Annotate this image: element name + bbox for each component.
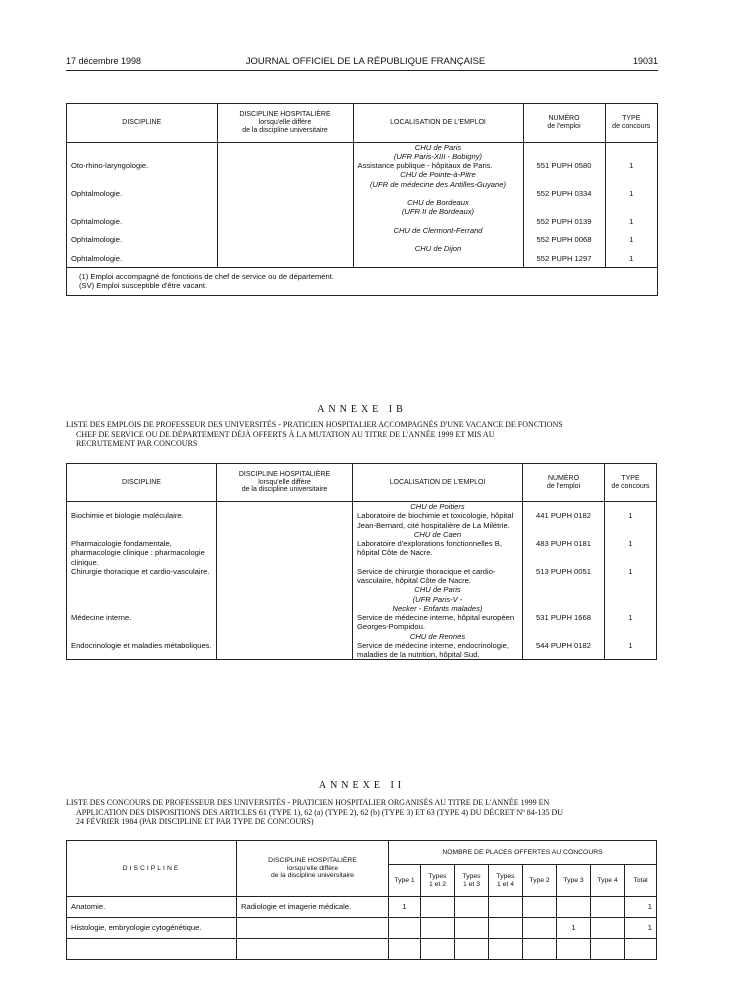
table1-frame [66,103,658,296]
th-type [605,104,657,142]
annexe-ib-title: ANNEXE IB [317,404,407,415]
numero-cell: 552 PUPH 0068 [523,235,605,244]
th-hosp-line1: DISCIPLINE HOSPITALIÈRE [268,857,357,865]
th-hosp-line2: lorsqu'elle diffère [258,478,311,486]
page-number: 19031 [632,56,658,66]
place-name: CHU de Paris [414,585,461,595]
annexe-ib-line1: LISTE DES EMPLOIS DE PROFESSEUR DES UNIVERSITÉS - PRATICIEN HOSPITALIER ACCOMPAGNÉS D'UNE VACANCE DE FONCTIONS [66,420,563,429]
header-rule [66,70,658,71]
type-cell: 1 [605,254,657,267]
table-row [67,918,657,939]
th-types-1-2 [421,865,455,897]
table-row [67,632,657,641]
annexe-ii-subtitle [66,798,658,827]
discipline-cell: Oto-rhino-laryngologie. [67,161,217,170]
footnote-vacant: (SV) Emploi susceptible d'être vacant. [79,281,208,291]
type3-cell [557,897,591,918]
place-ufr: (UFR II de Bordeaux) [401,207,475,217]
type-cell: 1 [605,567,657,586]
table1 [67,104,657,267]
th-hospital-discipline [217,464,353,502]
localisation-cell [353,235,523,244]
localisation-cell: Laboratoire d'explorations fonctionnelles B, hôpital Côte de Nacre. [353,539,523,567]
th-type-1: Type 1 [389,865,421,897]
type4-cell [591,897,625,918]
type-cell: 1 [605,613,657,632]
table-row [67,244,657,253]
annexe-ii-title: ANNEXE II [318,780,406,791]
discipline-cell: Ophtalmologie. [67,217,217,226]
localisation-cell: Service de chirurgie thoracique et cardio-vasculaire, hôpital Côte de Nacre. [353,567,523,586]
annexe-ii-line1: LISTE DES CONCOURS DE PROFESSEUR DES UNIVERSITÉS - PRATICIEN HOSPITALIER ORGANISÉS AU TITRE DE L'ANNÉE 1999 EN [66,798,550,807]
types14-cell [489,918,523,939]
numero-cell: 552 PUPH 0334 [523,189,605,198]
th-discipline: DISCIPLINE [67,464,217,502]
th-type-line2: de concours [611,482,650,490]
type-cell: 1 [605,161,657,170]
localisation-cell: Service de médecine interne, endocrinologie, maladies de la nutrition, hôpital Sud. [353,641,523,660]
issue-date: 17 décembre 1998 [66,56,142,66]
discipline-cell: Ophtalmologie. [67,235,217,244]
th-type-line2: de concours [612,122,651,130]
numero-cell: 483 PUPH 0181 [523,539,605,567]
th-types-1-2-b: 1 et 2 [428,880,446,888]
table2 [66,463,657,660]
type4-cell [591,918,625,939]
table-row [67,170,657,189]
th-type-2: Type 2 [523,865,557,897]
discipline-cell: Endocrinologie et maladies métaboliques. [67,641,217,660]
numero-cell: 552 PUPH 0139 [523,217,605,226]
th-numero-line1: NUMÉRO [548,115,580,123]
types12-cell [421,918,455,939]
type2-cell [523,918,557,939]
localisation-cell [353,217,523,226]
table-row [67,939,657,960]
table-row [67,897,657,918]
th-types-1-4 [489,865,523,897]
table-row [67,539,657,567]
table-row [67,254,657,267]
th-numero-line2: de l'emploi [546,482,581,490]
discipline-cell: Ophtalmologie. [67,254,217,267]
place-label [353,198,523,217]
table-row [67,530,657,539]
hospital-discipline-cell: Radiologie et imagerie médicale. [237,897,389,918]
annexe-ib-line2: CHEF DE SERVICE OU DE DÉPARTEMENT DÉJÀ OFFERTS À LA MUTATION AU TITRE DE L'ANNÉE 1999 ET MIS AU [76,429,495,439]
localisation-cell [353,254,523,267]
discipline-cell: Biochimie et biologie moléculaire. [67,511,217,530]
place-label [353,226,523,235]
th-type [605,464,657,502]
place-label: CHU de Caen [353,530,523,539]
th-hosp-line2: lorsqu'elle diffère [286,864,339,872]
th-types-1-3 [455,865,489,897]
table-row [67,235,657,244]
place-label: CHU de Rennes [353,632,523,641]
th-discipline: DISCIPLINE [67,841,237,897]
table-row [67,161,657,170]
th-type-line1: TYPE [621,474,640,482]
discipline-cell: Pharmacologie fondamentale, pharmacologie clinique : pharmacologie clinique. [67,539,217,567]
localisation-cell: Laboratoire de biochimie et toxicologie, hôpital Jean-Bernard, cité hospitalière de La Milétrie. [353,511,523,530]
footnote-chef-service: (1) Emploi accompagné de fonctions de chef de service ou de département. [79,271,334,281]
numero-cell: 544 PUPH 0182 [523,641,605,660]
th-hosp-line3: de la discipline universitaire [242,126,328,134]
table-row [67,567,657,586]
table2-header [67,464,657,502]
place-name: CHU de Dijon [414,244,462,254]
place-label [353,244,523,253]
place-name: CHU de Pointe-à-Pitre [400,170,476,180]
th-localisation: LOCALISATION DE L'EMPLOI [353,464,523,502]
type2-cell [523,897,557,918]
type-cell: 1 [605,235,657,244]
place-label: CHU de Poitiers [353,502,523,512]
table-row [67,511,657,530]
th-discipline: DISCIPLINE [67,104,217,142]
th-types-1-4-b: 1 et 4 [496,880,514,888]
type-cell: 1 [605,217,657,226]
discipline-cell: Ophtalmologie. [67,189,217,198]
type-cell: 1 [605,189,657,198]
th-types-1-4-a: Types [496,873,515,881]
th-places-offertes: NOMBRE DE PLACES OFFERTES AU CONCOURS [389,841,657,865]
th-type-line1: TYPE [622,115,641,123]
numero-cell: 441 PUPH 0182 [523,511,605,530]
th-hosp-line2: lorsqu'elle diffère [258,118,312,126]
table1-footnotes [67,267,657,295]
types14-cell [489,897,523,918]
place-ufr: (UFR Paris-XIII - Bobigny) [393,151,483,161]
types12-cell [421,897,455,918]
th-hosp-line3: de la discipline universitaire [270,872,355,880]
table-row [67,217,657,226]
th-types-1-3-b: 1 et 3 [462,880,480,888]
place-label [353,142,523,161]
table-row [67,189,657,198]
th-type-4: Type 4 [591,865,625,897]
place-name: CHU de Paris [414,142,462,152]
type-cell: 1 [605,641,657,660]
hospital-discipline-cell [237,918,389,939]
type1-cell [389,918,421,939]
th-localisation: LOCALISATION DE L'EMPLOI [353,104,523,142]
annexe-ii-line2: APPLICATION DES DISPOSITIONS DES ARTICLES 61 (TYPE 1), 62 (a) (TYPE 2), 62 (b) (TYPE 3) ET 63 (TYPE 4) DU DÉCRET Nº 84-135 DU [76,807,564,817]
table-row [67,226,657,235]
th-numero-line1: NUMÉRO [547,474,580,482]
table1-header [67,104,657,142]
types13-cell [455,897,489,918]
types13-cell [455,918,489,939]
numero-cell: 531 PUPH 1668 [523,613,605,632]
localisation-cell: Service de médecine interne, hôpital européen Georges-Pompidou. [353,613,523,632]
type-cell: 1 [605,511,657,530]
table3 [66,840,657,960]
place-name: CHU de Bordeaux [407,198,469,207]
type1-cell: 1 [389,897,421,918]
place-label [353,585,523,613]
th-numero-line2: de l'emploi [547,122,581,130]
type-cell: 1 [605,539,657,567]
discipline-cell: Chirurgie thoracique et cardio-vasculaire. [67,567,217,586]
localisation-cell: Assistance publique - hôpitaux de Paris. [353,161,523,170]
place-label [353,170,523,189]
total-cell: 1 [625,897,657,918]
type3-cell: 1 [557,918,591,939]
table-row [67,142,657,161]
place-ufr-site: Necker - Enfants malades) [392,603,483,613]
th-numero [523,464,605,502]
table-row [67,613,657,632]
th-hosp-line1: DISCIPLINE HOSPITALIÈRE [238,470,331,478]
numero-cell: 513 PUPH 0051 [523,567,605,586]
total-cell: 1 [625,918,657,939]
th-type-3: Type 3 [557,865,591,897]
place-ufr: (UFR Paris-V - [412,594,463,604]
discipline-cell: Anatomie. [67,897,237,918]
annexe-ib-subtitle [66,420,658,449]
th-total: Total [625,865,657,897]
annexe-ii-line3: 24 FÉVRIER 1984 (PAR DISCIPLINE ET PAR TYPE DE CONCOURS) [76,817,314,827]
table-row [67,502,657,512]
localisation-cell [353,189,523,198]
numero-cell: 551 PUPH 0580 [523,161,605,170]
numero-cell: 552 PUPH 1297 [523,254,605,267]
table-row [67,641,657,660]
th-hospital-discipline [237,841,389,897]
th-types-1-2-a: Types [428,873,447,881]
table3-header-top [67,841,657,865]
annexe-ib-line3: RECRUTEMENT PAR CONCOURS [76,439,198,449]
place-name: CHU de Clermont-Ferrand [393,225,483,235]
table-row [67,198,657,217]
th-hosp-line3: de la discipline universitaire [241,486,328,494]
th-numero [523,104,605,142]
discipline-cell: Médecine interne. [67,613,217,632]
discipline-cell: Histologie, embryologie cytogénétique. [67,918,237,939]
th-hospital-discipline [217,104,353,142]
table-row [67,585,657,613]
journal-title: JOURNAL OFFICIEL DE LA RÉPUBLIQUE FRANÇAISE [245,56,486,67]
th-hosp-line1: DISCIPLINE HOSPITALIÈRE [239,111,331,119]
place-ufr: (UFR de médecine des Antilles-Guyane) [369,179,507,189]
th-types-1-3-a: Types [462,873,481,881]
